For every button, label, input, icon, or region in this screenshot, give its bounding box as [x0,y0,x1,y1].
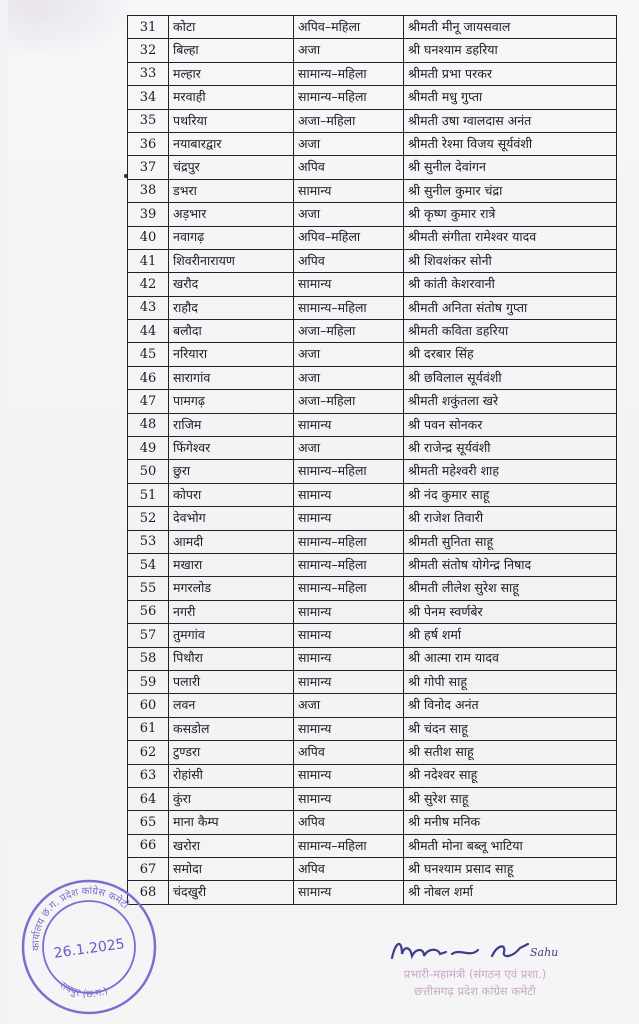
row-area: मल्हार [169,62,294,85]
row-number: 32 [128,39,169,62]
row-category: अपिव [294,249,404,272]
row-category: सामान्य [294,179,404,202]
row-number: 46 [128,366,169,389]
row-category: सामान्य–महिला [294,296,404,319]
row-category: सामान्य–महिला [294,460,404,483]
row-area: माना कैम्प [169,811,294,834]
seal-date: 26.1.2025 [52,936,126,962]
row-area: तुमगांव [169,624,294,647]
row-number: 31 [128,16,169,39]
row-area: कुंरा [169,787,294,810]
table-row [128,600,617,623]
row-name: श्रीमती संगीता रामेश्वर यादव [404,226,617,249]
row-category: सामान्य–महिला [294,62,404,85]
row-category: अजा [294,132,404,155]
row-name: श्रीमती मधु गुप्ता [404,86,617,109]
paper-stain [8,0,138,60]
table-row [128,62,617,85]
row-area: बिल्हा [169,39,294,62]
row-name: श्री घनश्याम प्रसाद साहू [404,858,617,881]
row-category: सामान्य [294,600,404,623]
table-row [128,413,617,436]
row-name: श्री चंदन साहू [404,717,617,740]
row-category: अजा [294,437,404,460]
row-area: राहौद [169,296,294,319]
row-name: श्री घनश्याम डहरिया [404,39,617,62]
table-row [128,577,617,600]
row-area: राजिम [169,413,294,436]
designation-block [360,966,590,1000]
row-category: सामान्य [294,647,404,670]
row-number: 66 [128,834,169,857]
row-area: लवन [169,694,294,717]
row-number: 54 [128,553,169,576]
office-seal [18,876,160,1018]
row-name: श्रीमती मीनू जायसवाल [404,16,617,39]
row-area: कोपरा [169,483,294,506]
row-name: श्रीमती रेश्मा विजय सूर्यवंशी [404,132,617,155]
row-name: श्री सुनील कुमार चंद्रा [404,179,617,202]
row-name: श्रीमती लीलेश सुरेश साहू [404,577,617,600]
signature [380,930,560,970]
table-row [128,811,617,834]
row-area: सारागांव [169,366,294,389]
row-name: श्रीमती महेश्वरी शाह [404,460,617,483]
row-category: सामान्य–महिला [294,86,404,109]
row-number: 43 [128,296,169,319]
row-number: 47 [128,390,169,413]
table-row [128,343,617,366]
row-name: श्री नोबल शर्मा [404,881,617,904]
row-number: 60 [128,694,169,717]
table-row [128,834,617,857]
row-number: 59 [128,670,169,693]
row-number: 36 [128,132,169,155]
row-number: 39 [128,203,169,226]
row-number: 64 [128,787,169,810]
table-row [128,858,617,881]
row-number: 63 [128,764,169,787]
row-area: नवागढ़ [169,226,294,249]
row-name: श्री विनोद अनंत [404,694,617,717]
row-area: नरियारा [169,343,294,366]
table-row [128,132,617,155]
row-category: अपिव [294,811,404,834]
row-category: सामान्य [294,413,404,436]
row-area: पथरिया [169,109,294,132]
row-category: सामान्य [294,764,404,787]
table-row [128,530,617,553]
row-number: 65 [128,811,169,834]
table-row [128,787,617,810]
row-name: श्रीमती सुनिता साहू [404,530,617,553]
table-row [128,717,617,740]
table-row [128,226,617,249]
row-number: 52 [128,507,169,530]
table-row [128,296,617,319]
row-name: श्री गोपी साहू [404,670,617,693]
row-name: श्रीमती शकुंतला खरे [404,390,617,413]
row-name: श्री नंद कुमार साहू [404,483,617,506]
row-number: 56 [128,600,169,623]
row-area: शिवरीनारायण [169,249,294,272]
table-row [128,483,617,506]
row-category: सामान्य–महिला [294,834,404,857]
row-number: 42 [128,273,169,296]
row-category: सामान्य [294,787,404,810]
row-area: बलौदा [169,320,294,343]
row-category: अपिव [294,858,404,881]
table-row [128,366,617,389]
row-area: टुण्डरा [169,741,294,764]
row-number: 44 [128,320,169,343]
row-category: सामान्य [294,624,404,647]
row-name: श्रीमती प्रभा परकर [404,62,617,85]
row-name: श्रीमती अनिता संतोष गुप्ता [404,296,617,319]
row-category: अजा–महिला [294,109,404,132]
row-number: 58 [128,647,169,670]
table-row [128,881,617,904]
row-name: श्री हर्ष शर्मा [404,624,617,647]
row-category: सामान्य [294,881,404,904]
table-row [128,670,617,693]
row-number: 68 [128,881,169,904]
row-name: श्री छविलाल सूर्यवंशी [404,366,617,389]
designation-title: प्रभारी-महामंत्री (संगठन एवं प्रशा.) [403,967,547,981]
row-number: 51 [128,483,169,506]
row-category: अजा–महिला [294,390,404,413]
row-number: 49 [128,437,169,460]
row-number: 67 [128,858,169,881]
table-row [128,741,617,764]
row-area: चंद्रपुर [169,156,294,179]
row-name: श्री आत्मा राम यादव [404,647,617,670]
row-name: श्रीमती उषा ग्वालदास अनंत [404,109,617,132]
designation-org: छत्तीसगढ़ प्रदेश कांग्रेस कमेटी [414,984,536,998]
row-area: खरोरा [169,834,294,857]
table-row [128,460,617,483]
row-area: देवभोग [169,507,294,530]
row-area: अड़भार [169,203,294,226]
table-row [128,647,617,670]
table-row [128,437,617,460]
row-category: अजा [294,343,404,366]
row-category: अजा–महिला [294,320,404,343]
row-area: चंदखुरी [169,881,294,904]
row-name: श्री कृष्ण कुमार रात्रे [404,203,617,226]
table-row [128,390,617,413]
row-category: सामान्य–महिला [294,577,404,600]
row-area: नयाबारद्वार [169,132,294,155]
row-number: 37 [128,156,169,179]
table-row [128,624,617,647]
row-name: श्री सतीश साहू [404,741,617,764]
row-number: 38 [128,179,169,202]
row-category: अजा [294,39,404,62]
row-area: रोहांसी [169,764,294,787]
row-name: श्री पेनम स्वर्णबेर [404,600,617,623]
signature-text: Sahu [530,946,559,959]
row-number: 50 [128,460,169,483]
row-category: अपिव [294,156,404,179]
row-name: श्री शिवशंकर सोनी [404,249,617,272]
row-category: सामान्य–महिला [294,553,404,576]
table-row [128,109,617,132]
row-number: 33 [128,62,169,85]
row-name: श्री कांती केशरवानी [404,273,617,296]
table-row [128,156,617,179]
row-area: फिंगेश्वर [169,437,294,460]
row-category: अपिव–महिला [294,226,404,249]
table-row [128,694,617,717]
row-number: 41 [128,249,169,272]
row-category: सामान्य–महिला [294,530,404,553]
row-area: समोदा [169,858,294,881]
row-area: पामगढ़ [169,390,294,413]
row-name: श्री मनीष मनिक [404,811,617,834]
table-row [128,179,617,202]
row-name: श्री दरबार सिंह [404,343,617,366]
table-row [128,39,617,62]
row-category: अजा [294,694,404,717]
table-row [128,507,617,530]
row-category: सामान्य [294,717,404,740]
roster-table [127,15,617,905]
row-category: सामान्य [294,273,404,296]
row-name: श्री सुनील देवांगन [404,156,617,179]
row-area: आमदी [169,530,294,553]
table-row [128,764,617,787]
table-row [128,249,617,272]
row-number: 48 [128,413,169,436]
row-number: 62 [128,741,169,764]
row-name: श्रीमती संतोष योगेन्द्र निषाद [404,553,617,576]
row-area: कोटा [169,16,294,39]
roster-body [128,16,617,905]
row-name: श्रीमती कविता डहरिया [404,320,617,343]
table-row [128,203,617,226]
row-category: अजा [294,203,404,226]
row-area: डभरा [169,179,294,202]
row-category: अपिव [294,741,404,764]
row-area: मगरलोड [169,577,294,600]
row-category: सामान्य [294,670,404,693]
row-name: श्री पवन सोनकर [404,413,617,436]
svg-text:रायपुर (छ.ग.) [57,980,109,1000]
row-area: मरवाही [169,86,294,109]
seal-bottom-text: रायपुर (छ.ग.) [57,979,110,1001]
row-area: नगरी [169,600,294,623]
row-name: श्री सुरेश साहू [404,787,617,810]
row-number: 55 [128,577,169,600]
row-category: अजा [294,366,404,389]
row-area: मखारा [169,553,294,576]
seal-outer-text: कार्यालय छ.ग. प्रदेश कांग्रेस कमेटी [30,885,131,951]
row-name: श्री राजेन्द्र सूर्यवंशी [404,437,617,460]
row-number: 53 [128,530,169,553]
row-number: 40 [128,226,169,249]
row-name: श्री राजेश तिवारी [404,507,617,530]
row-number: 57 [128,624,169,647]
table-row [128,553,617,576]
row-number: 45 [128,343,169,366]
row-number: 61 [128,717,169,740]
row-name: श्रीमती मोना बब्लू भाटिया [404,834,617,857]
row-area: खरौद [169,273,294,296]
table-row [128,273,617,296]
table-row [128,86,617,109]
table-row [128,320,617,343]
row-area: छुरा [169,460,294,483]
row-area: कसडोल [169,717,294,740]
row-category: अपिव–महिला [294,16,404,39]
row-area: पिथौरा [169,647,294,670]
row-name: श्री नदेश्वर साहू [404,764,617,787]
row-number: 34 [128,86,169,109]
row-area: पलारी [169,670,294,693]
row-category: सामान्य [294,507,404,530]
row-number: 35 [128,109,169,132]
table-row [128,16,617,39]
row-category: सामान्य [294,483,404,506]
